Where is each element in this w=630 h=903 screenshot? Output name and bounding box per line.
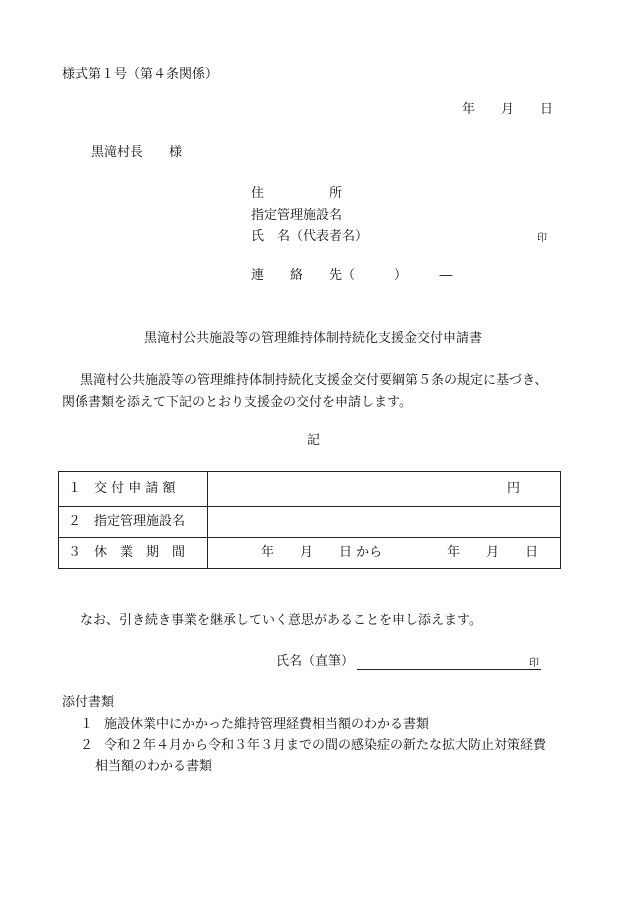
row-label-closure: ３ 休 業 期 間 <box>68 545 186 560</box>
facility-label: 指定管理施設名 <box>251 208 343 223</box>
attachment-num-2: ２ <box>80 738 94 753</box>
signature-seal: 印 <box>529 658 539 669</box>
document-title: 黒滝村公共施設等の管理維持体制持続化支援金交付申請書 <box>144 331 483 346</box>
table-divider <box>207 472 208 568</box>
attachment-num-1: １ <box>80 717 94 732</box>
row-label-amount: １ 交 付 申 請 額 <box>68 481 176 496</box>
attachment-text-2: 令和２年４月から令和３年３月までの間の感染症の新たな拡大防止対策経費 <box>104 738 547 753</box>
note-text: なお、引き続き事業を継承していく意思があることを申し添えます。 <box>80 613 482 628</box>
addressee: 黒滝村長 様 <box>91 145 183 160</box>
attachment-text-1: 施設休業中にかかった維持管理経費相当額のわかる書類 <box>104 717 430 732</box>
attachments-heading: 添付書類 <box>62 695 115 710</box>
seal-mark: 印 <box>537 233 547 244</box>
address-label: 住 所 <box>251 186 343 201</box>
row-value-closure: 年 月 日 から 年 月 日 <box>261 545 539 560</box>
ki-heading: 記 <box>307 433 321 448</box>
row-separator <box>59 537 560 538</box>
contact-label: 連 絡 先（ ） ― <box>251 268 453 283</box>
row-value-amount: 円 <box>507 481 521 496</box>
row-separator <box>59 506 560 507</box>
body-line-1: 黒滝村公共施設等の管理維持体制持続化支援金交付要綱第５条の規定に基づき、 <box>80 373 548 388</box>
signature-line <box>357 669 541 670</box>
signature-label: 氏名（直筆） <box>276 654 355 669</box>
body-line-2: 関係書類を添えて下記のとおり支援金の交付を申請します。 <box>62 395 412 410</box>
application-table <box>58 471 561 569</box>
attachment-text-2-cont: 相当額のわかる書類 <box>95 759 213 774</box>
form-number: 様式第１号（第４条関係） <box>62 67 219 82</box>
date-line: 年 月 日 <box>462 102 554 117</box>
row-label-facility: ２ 指定管理施設名 <box>68 514 186 529</box>
name-label: 氏 名（代表者名） <box>251 229 369 244</box>
